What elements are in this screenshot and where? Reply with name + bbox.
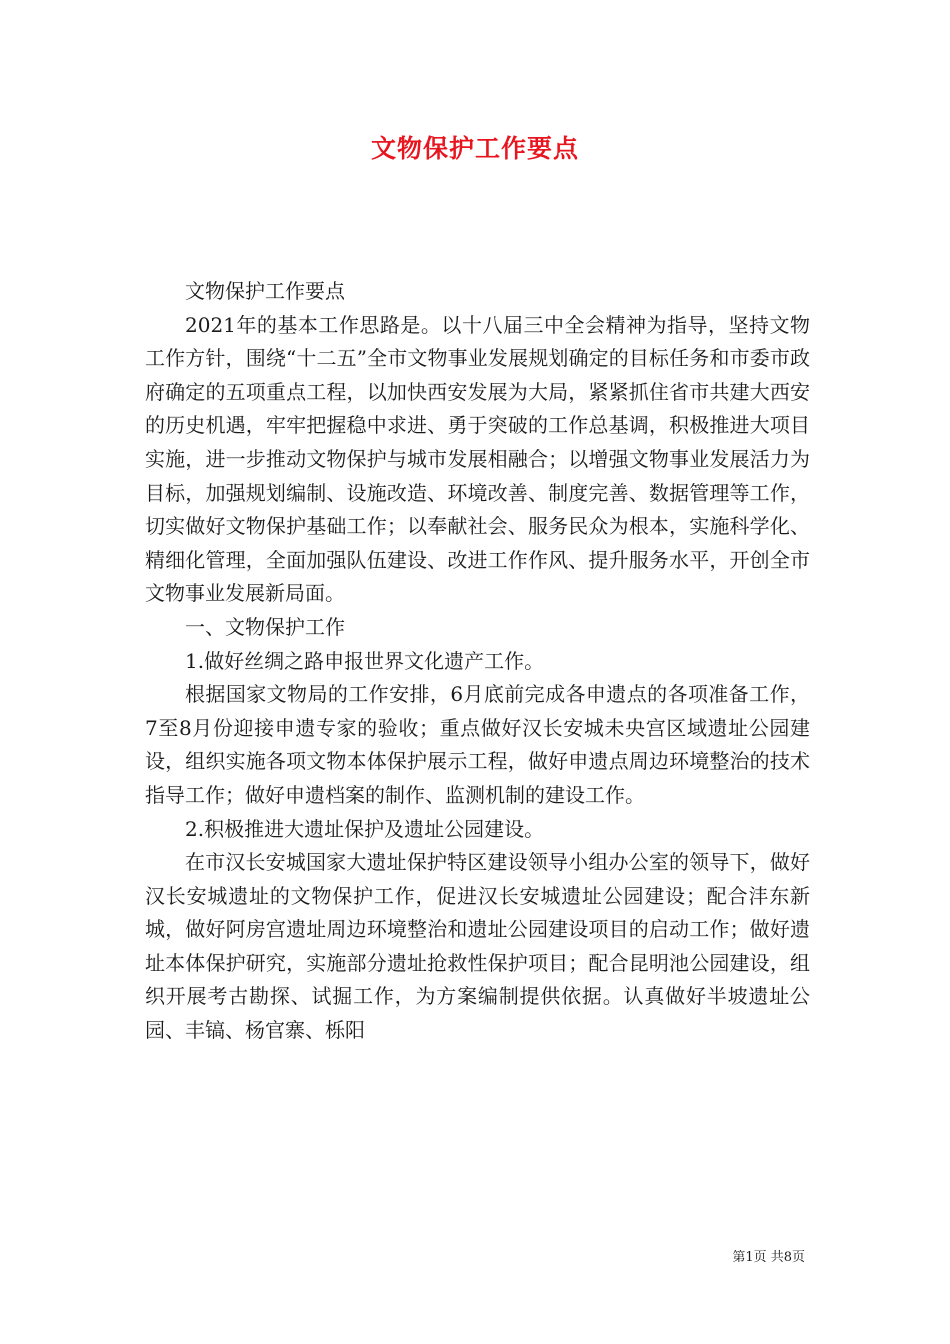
page-number: 第1页 共8页 (732, 1250, 805, 1265)
paragraph: 在市汉长安城国家大遗址保护特区建设领导小组办公室的领导下，做好汉长安城遗址的文物保护工作，促进汉长安城遗址公园建设；配合沣东新城，做好阿房宫遗址周边环境整治和遗址公园建设项目的启动工作；做好遗址本体保护研究，实施部分遗址抢救性保护项目；配合昆明池公园建设，组织开展考古勘探、试掘工作，为方案编制提供依据。认真做好半坡遗址公园、丰镐、杨官寨、栎阳 (145, 850, 810, 1043)
page-title: 文物保护工作要点 (370, 134, 579, 163)
subsection-heading: 2.积极推进大遗址保护及遗址公园建设。 (185, 816, 545, 841)
section-heading: 一、文物保护工作 (185, 614, 345, 639)
paragraph: 根据国家文物局的工作安排，6月底前完成各申遗点的各项准备工作，7至8月份迎接申遗专家的验收；重点做好汉长安城未央宫区域遗址公园建设，组织实施各项文物本体保护展示工程，做好申遗点周边环境整治的技术指导工作；做好申遗档案的制作、监测机制的建设工作。 (145, 682, 810, 807)
subsection-heading: 1.做好丝绸之路申报世界文化遗产工作。 (185, 648, 545, 673)
paragraph-heading: 文物保护工作要点 (185, 279, 345, 303)
document-body (145, 275, 810, 1048)
paragraph: 2021年的基本工作思路是。以十八届三中全会精神为指导，坚持文物工作方针，围绕“十二五”全市文物事业发展规划确定的目标任务和市委市政府确定的五项重点工程，以加快西安发展为大局，紧紧抓住省市共建大西安的历史机遇，牢牢把握稳中求进、勇于突破的工作总基调，积极推进大项目实施，进一步推动文物保护与城市发展相融合；以增强文物事业发展活力为目标，加强规划编制、设施改造、环境改善、制度完善、数据管理等工作，切实做好文物保护基础工作；以奉献社会、服务民众为根本，实施科学化、精细化管理，全面加强队伍建设、改进工作作风、提升服务水平，开创全市文物事业发展新局面。 (145, 312, 810, 606)
